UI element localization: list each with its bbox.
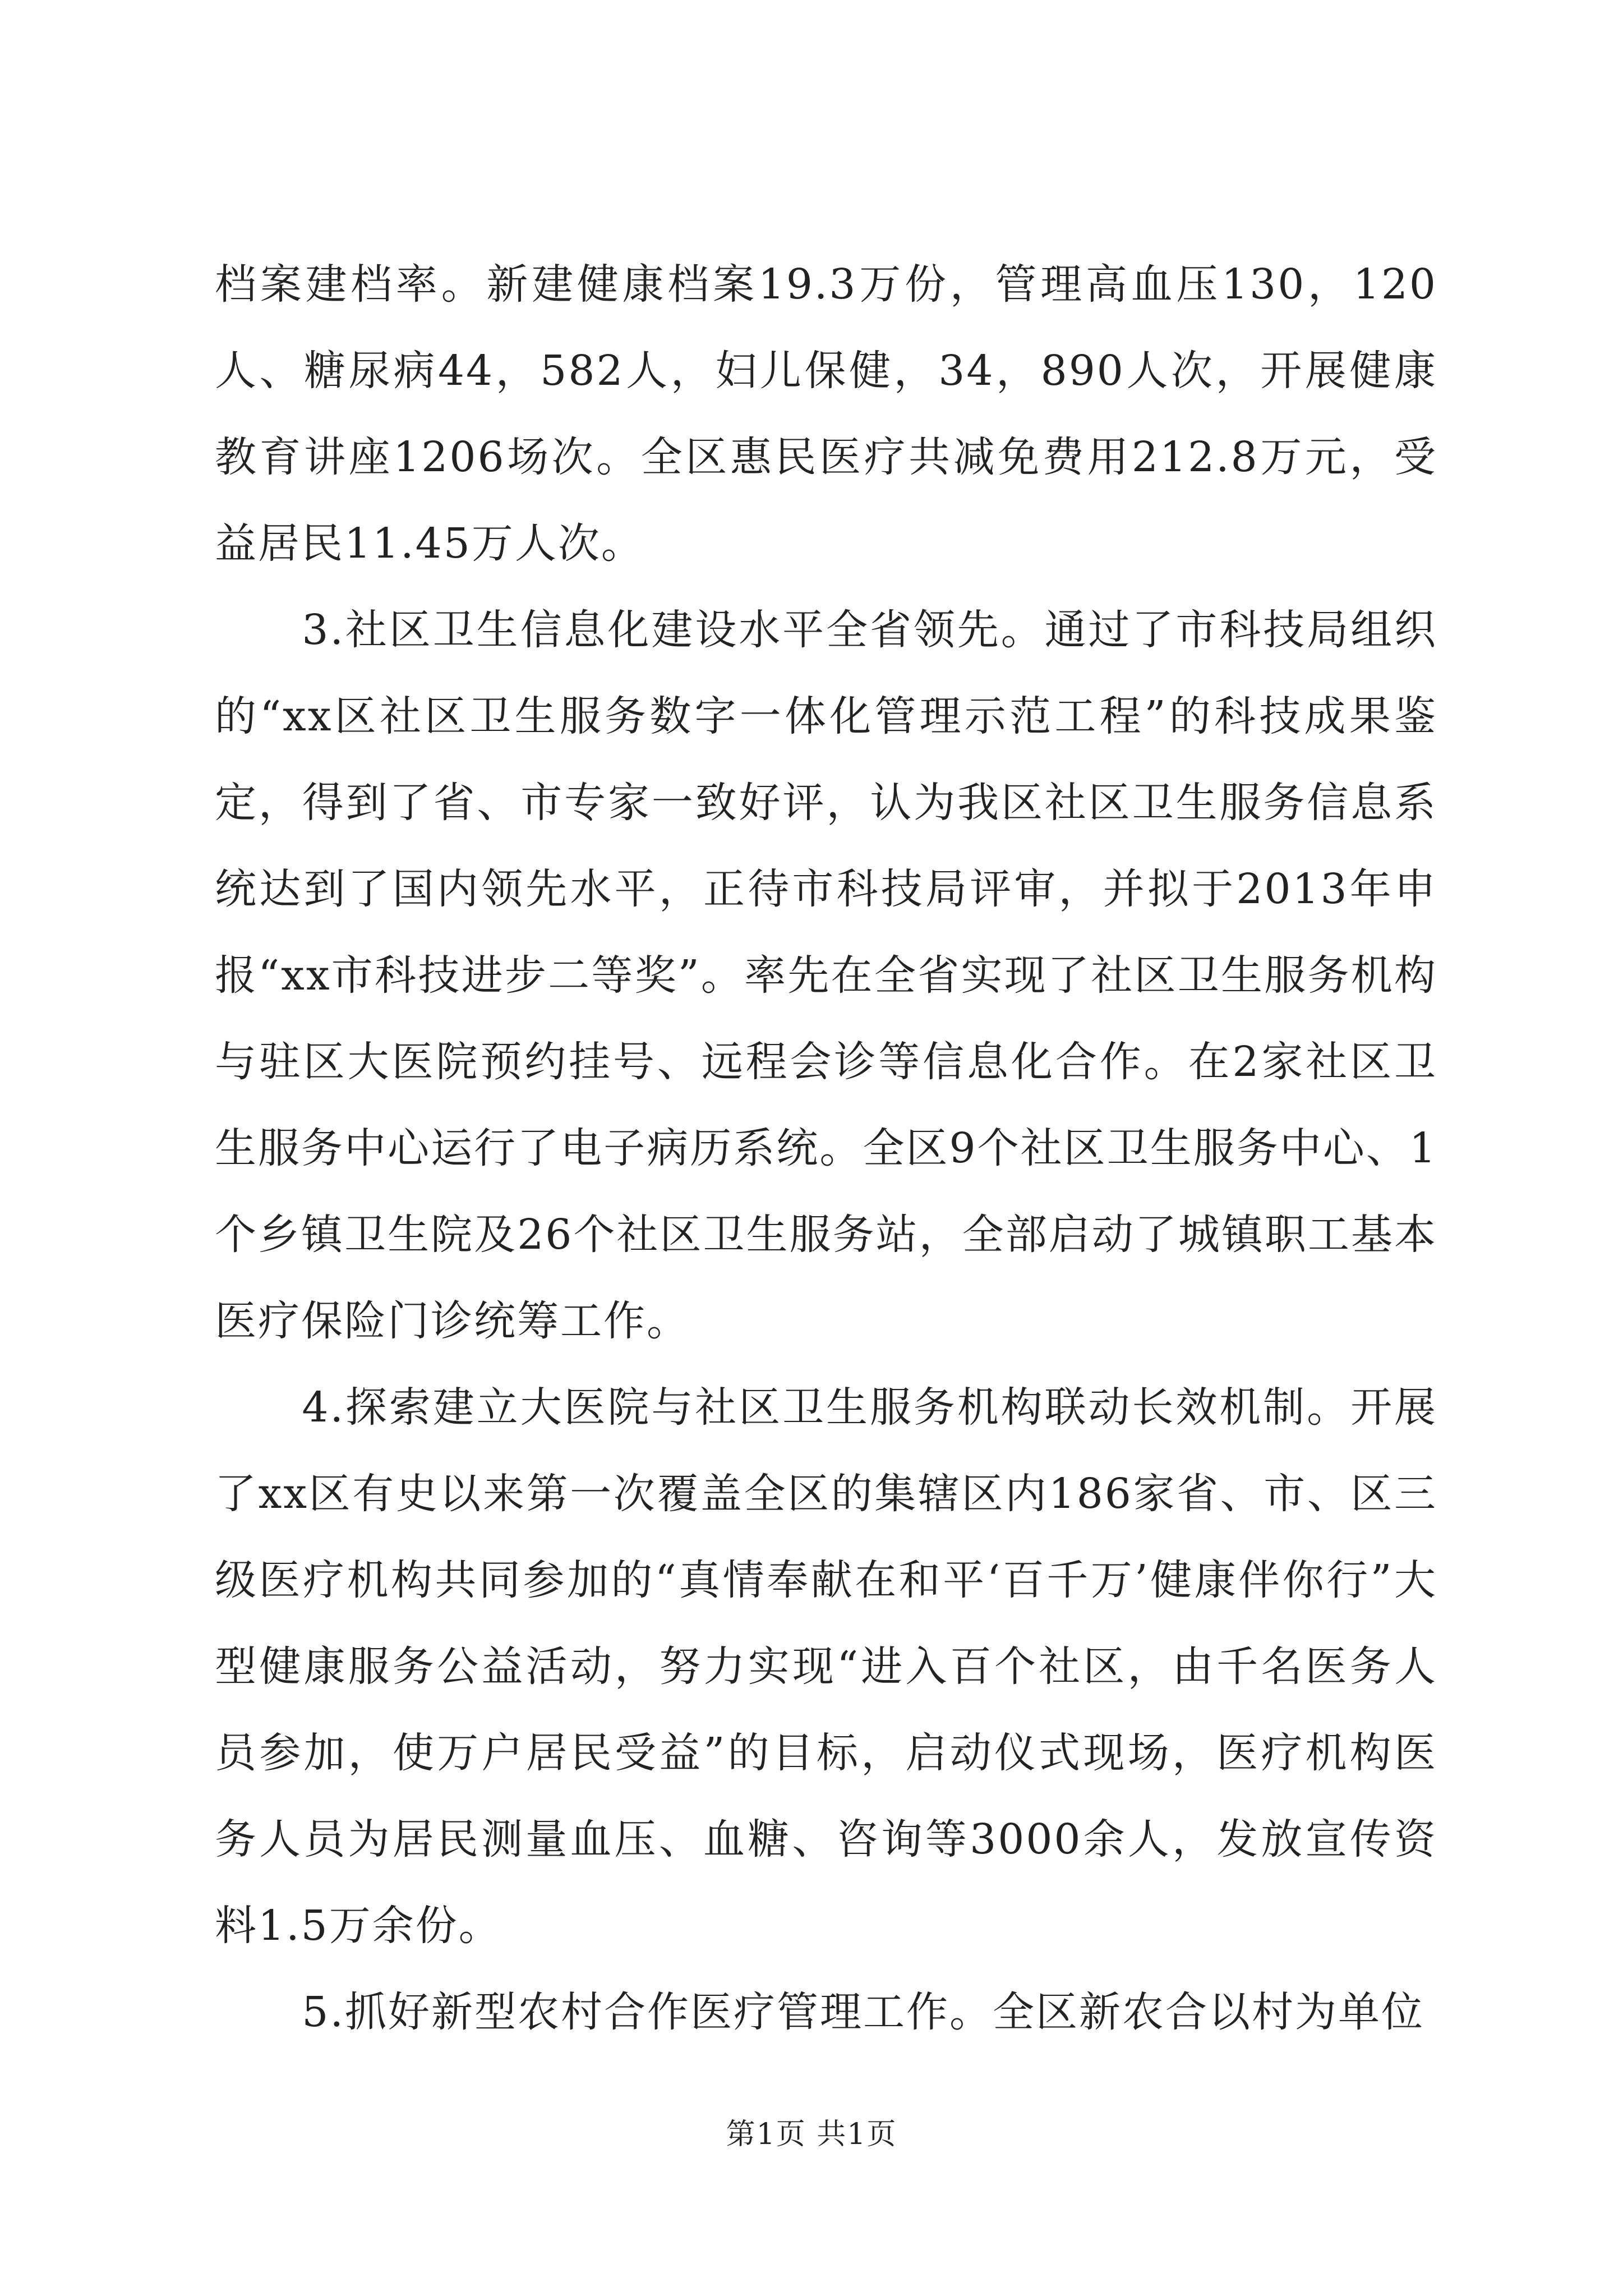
paragraph-hospital-community-linkage: 4.探索建立大医院与社区卫生服务机构联动长效机制。开展了xx区有史以来第一次覆盖全区的集辖区内186家省、市、区三级医疗机构共同参加的“真情奉献在和平‘百千万’健康伴你行”大型健康服务公益活动，努力实现“进入百个社区，由千名医务人员参加，使万户居民受益”的目标，启动仪式现场，医疗机构医务人员为居民测量血压、血糖、咨询等3000余人，发放宣传资料1.5万余份。 <box>215 1383 1437 1950</box>
paragraph-health-records: 档案建档率。新建健康档案19.3万份，管理高血压130，120人、糖尿病44，582人，妇儿保健，34，890人次，开展健康教育讲座1206场次。全区惠民医疗共减免费用212.8万元，受益居民11.45万人次。 <box>215 260 1437 568</box>
paragraph-informatization: 3.社区卫生信息化建设水平全省领先。通过了市科技局组织的“xx区社区卫生服务数字一体化管理示范工程”的科技成果鉴定，得到了省、市专家一致好评，认为我区社区卫生服务信息系统达到了国内领先水平，正待市科技局评审，并拟于2013年申报“xx市科技进步二等奖”。率先在全省实现了社区卫生服务机构与驻区大医院预约挂号、远程会诊等信息化合作。在2家社区卫生服务中心运行了电子病历系统。全区9个社区卫生服务中心、1个乡镇卫生院及26个社区卫生服务站，全部启动了城镇职工基本医疗保险门诊统筹工作。 <box>215 606 1437 1345</box>
document-body <box>215 241 1437 2055</box>
paragraph-rural-cooperative-medical: 5.抓好新型农村合作医疗管理工作。全区新农合以村为单位 <box>302 1988 1424 2036</box>
page-footer: 第1页 共1页 <box>726 2118 897 2151</box>
